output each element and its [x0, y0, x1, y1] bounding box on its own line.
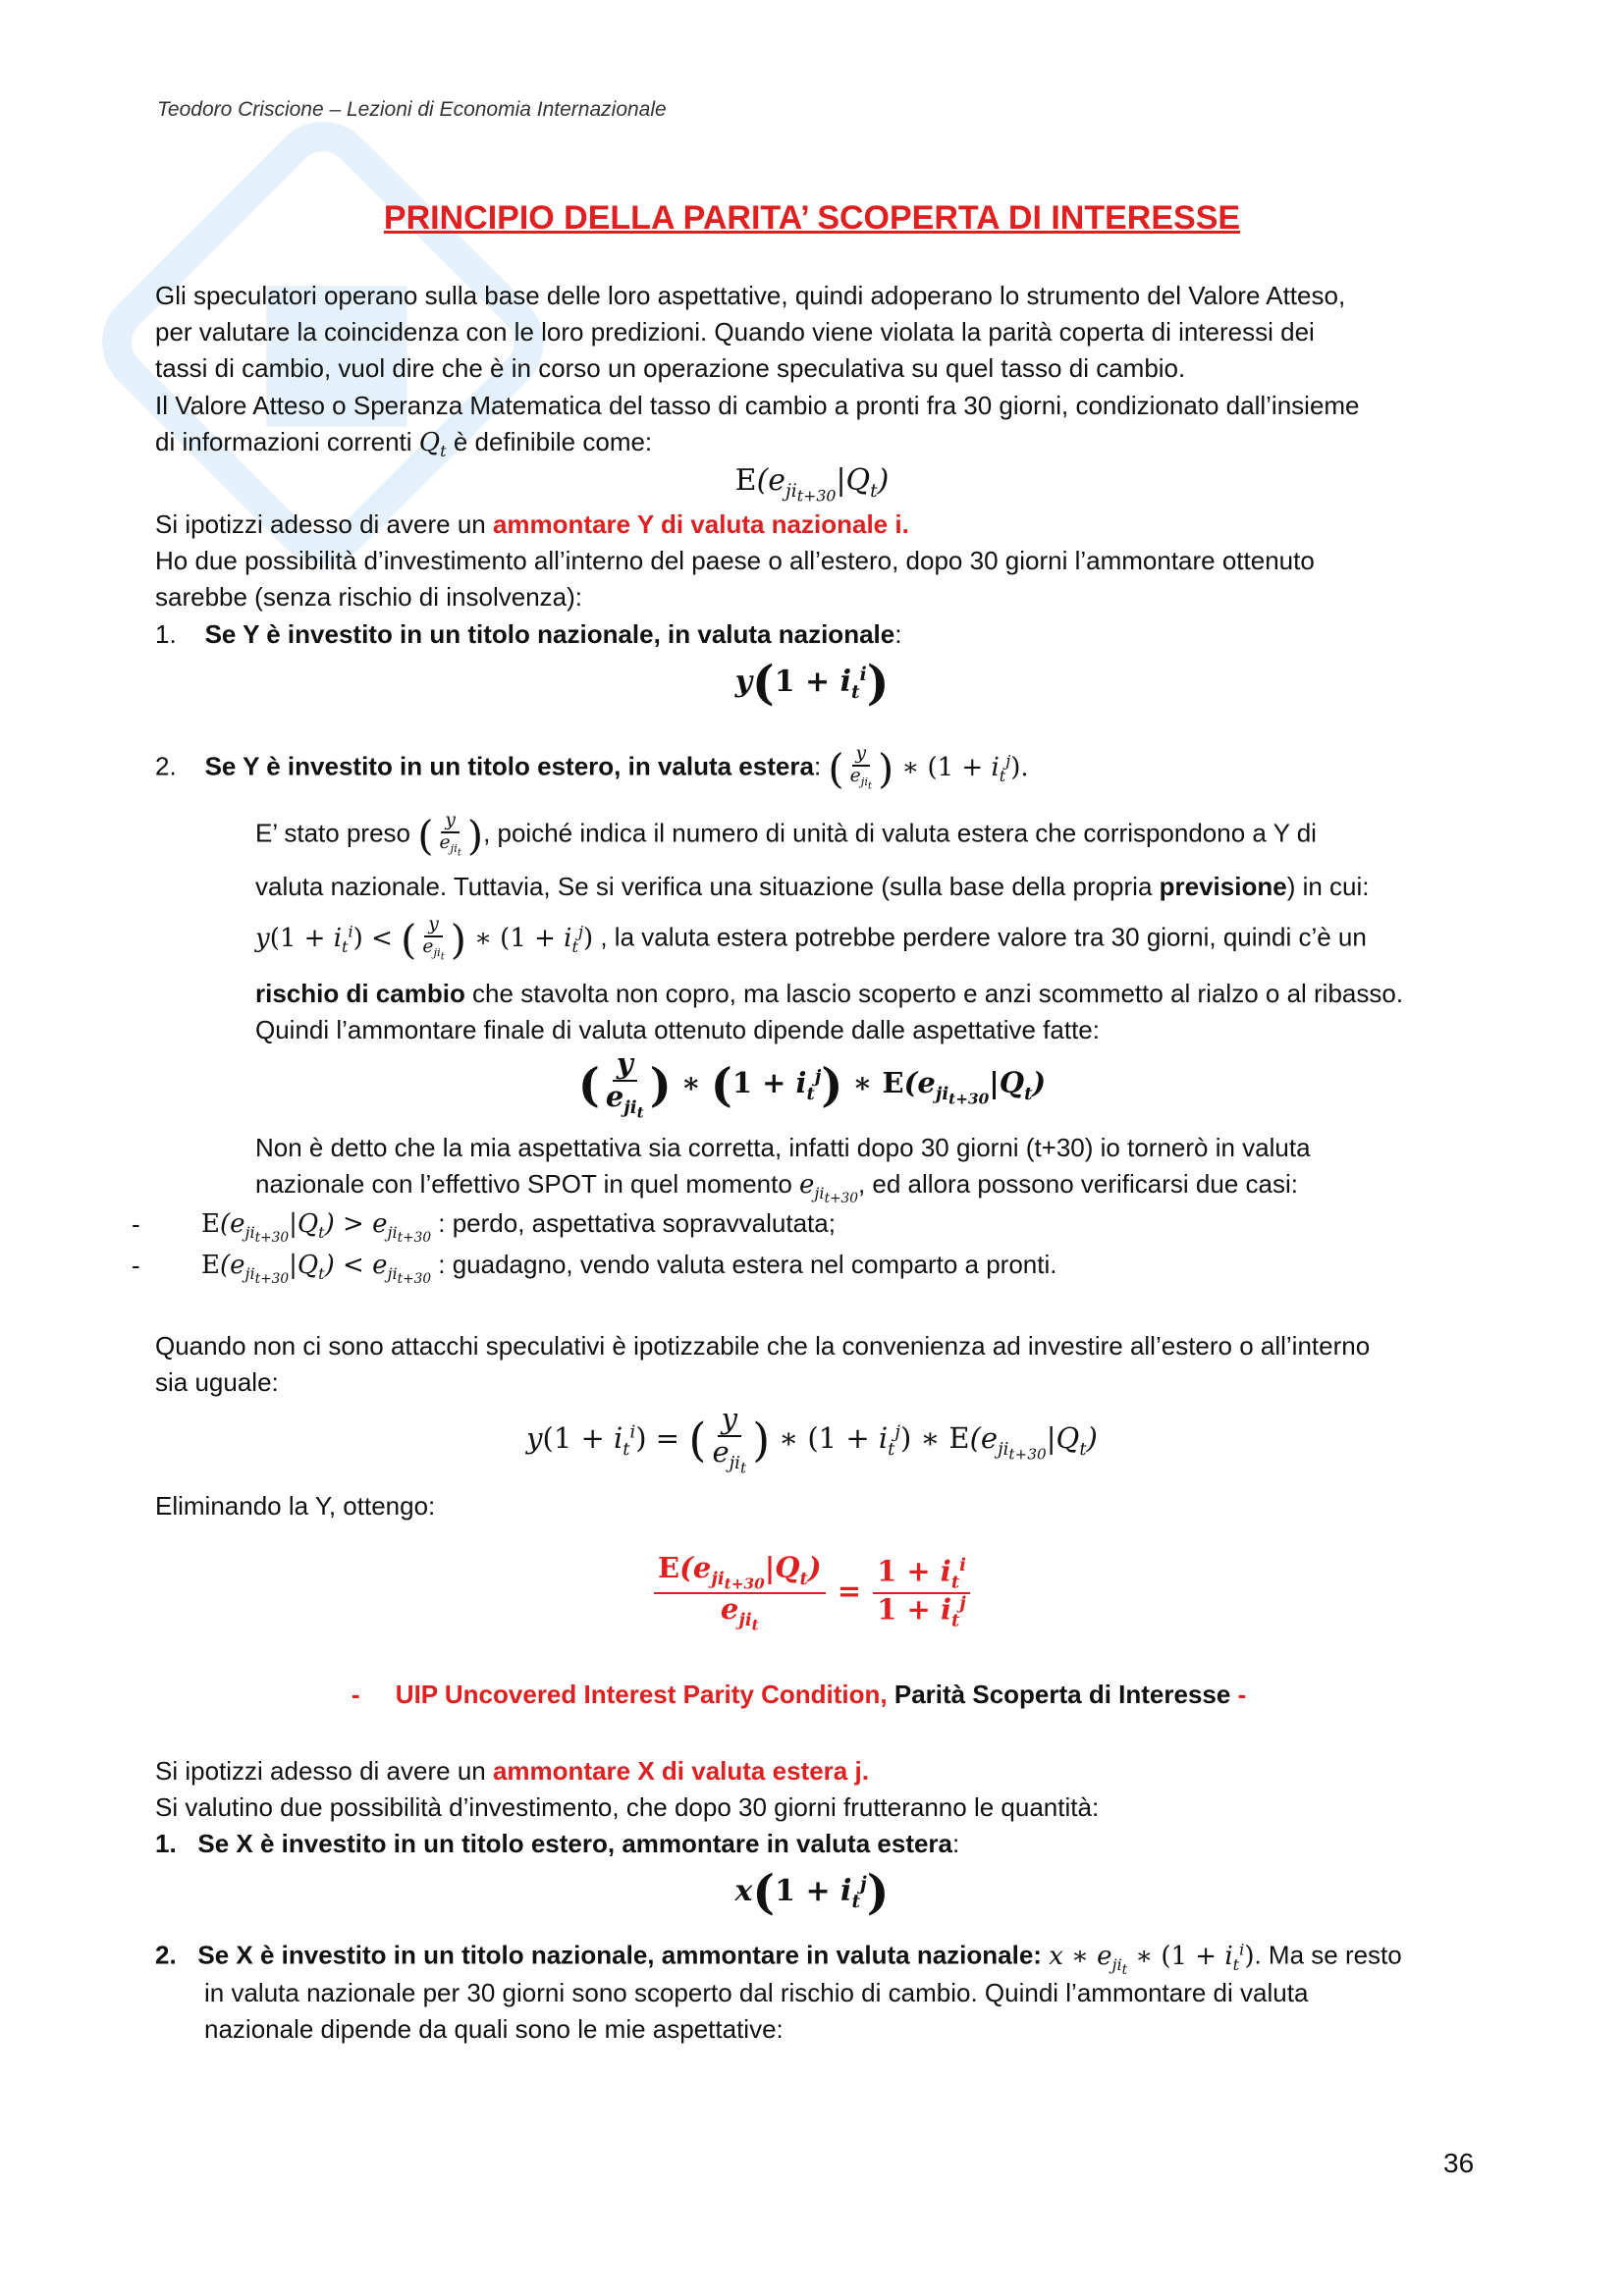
para1-line4: Il Valore Atteso o Speranza Matematica del tasso di cambio a pronti fra 30 giorni, condizionato dall’insieme	[155, 391, 1360, 420]
page-number: 36	[1443, 2148, 1475, 2178]
eliminating-y: Eliminando la Y, ottengo:	[155, 1491, 436, 1521]
indent-line2: valuta nazionale. Tuttavia, Se si verifica una situazione (sulla base della propria previsione) in cui:	[255, 872, 1370, 901]
x-indent-line2: nazionale dipende da quali sono le mie aspettative:	[204, 2014, 784, 2044]
indent-line3: $y(1 + i_t^i)$ < ( $\frac{y}{e_{ji_t}}$ ) ∗ $(1 + i_t^j)$ , la valuta estera potrebbe perdere valore tra 30 giorni, quindi c’è un	[255, 913, 1367, 964]
para1-line3: tassi di cambio, vuol dire che è in corso un operazione speculativa su quel tasso di cambio.	[155, 353, 1186, 383]
case2-dash: -	[132, 1251, 140, 1280]
uip-caption: - UIP Uncovered Interest Parity Condition, Parità Scoperta di Interesse -	[352, 1680, 1247, 1709]
formula-expected-final-amount: ( $\frac{y}{e_{ji_t}}$ ) ∗ $(1 + i_t^j)$ ∗ $E(e_{ji_{t+30}}|Q_t)$	[577, 1046, 1047, 1122]
list-item-2: 2. Se Y è investito in un titolo estero, in valuta estera: ( $\frac{y}{e_{ji_t}}$ ) ∗ $(1 + i_t^j)$.	[155, 742, 1029, 793]
x-list-item-1: 1. Se X è investito in un titolo estero, ammontare in valuta estera:	[155, 1829, 960, 1858]
case-gain: $E(e_{ji_{t+30}}|Q_t) < e_{ji_{t+30}}$ : guadagno, vendo valuta estera nel comparto a pronti.	[201, 1250, 1057, 1288]
sentence-no-risk: sarebbe (senza rischio di insolvenza):	[155, 582, 582, 612]
formula-national-return: $y(1 + i_t^i)$	[734, 656, 890, 711]
formula-parity-equality: $y(1 + i_t^i)$ = ( $\frac{y}{e_{ji_t}}$ ) ∗ $(1 + i_t^j)$ ∗ $E(e_{ji_{t+30}}|Q_t)$	[526, 1402, 1098, 1477]
indent-line7: nazionale con l’effettivo SPOT in quel momento $e_{ji_{t+30}}$, ed allora possono verificarsi due casi:	[255, 1169, 1298, 1207]
sentence-two-options: Ho due possibilità d’investimento all’interno del paese o all’estero, dopo 30 giorni l’ammontare ottenuto	[155, 546, 1315, 575]
x-indent-line1: in valuta nazionale per 30 giorni sono scoperto dal rischio di cambio. Quindi l’ammontare di valuta	[204, 1978, 1309, 2007]
sentence-two-options-x: Si valutino due possibilità d’investimento, che dopo 30 giorni frutteranno le quantità:	[155, 1792, 1100, 1822]
expected-value-formula: $E(e_{ji_{t+30}}|Q_t)$	[734, 463, 890, 506]
uip-formula: $\frac{E(e_{ji_{t+30}}|Q_t)}{e_{ji_t}}$ = $\frac{1 + i_t^i}{1 + i_t^j}$	[0, 1553, 1624, 1633]
case-overvalued: $E(e_{ji_{t+30}}|Q_t) > e_{ji_{t+30}}$ : perdo, aspettativa sopravvalutata;	[201, 1208, 836, 1247]
x-list-item-2: 2. Se X è investito in un titolo nazionale, ammontare in valuta nazionale: x ∗ $e_{ji_t}$ ∗ $(1 + i_t^i)$. Ma se resto	[155, 1940, 1402, 1979]
case1-dash: -	[132, 1209, 140, 1239]
page-title: PRINCIPIO DELLA PARITA’ SCOPERTA DI INTERESSE	[383, 199, 1241, 237]
para1-line1: Gli speculatori operano sulla base delle loro aspettative, quindi adoperano lo strumento del Valore Atteso,	[155, 281, 1346, 310]
para1-line2: per valutare la coincidenza con le loro predizioni. Quando viene violata la parità coperta di interessi dei	[155, 317, 1315, 347]
para2-line1: Quando non ci sono attacchi speculativi è ipotizzabile che la convenienza ad investire all’estero o all’interno	[155, 1331, 1371, 1361]
running-header: Teodoro Criscione – Lezioni di Economia Internazionale	[157, 98, 667, 121]
indent-line4: rischio di cambio che stavolta non copro, ma lascio scoperto e anzi scommetto al rialzo o al ribasso.	[255, 979, 1404, 1008]
list-item-1: 1. Se Y è investito in un titolo nazionale, in valuta nazionale:	[155, 619, 902, 649]
indent-line1: E’ stato preso ( $\frac{y}{e_{ji_t}}$ ), poiché indica il numero di unità di valuta estera che corrispondono a Y di	[255, 810, 1317, 860]
para1-line5: di informazioni correnti $Q_t$ è definibile come:	[155, 427, 653, 461]
sentence-amount-y: Si ipotizzi adesso di avere un ammontare Y di valuta nazionale i.	[155, 509, 909, 539]
indent-line5: Quindi l’ammontare finale di valuta ottenuto dipende dalle aspettative fatte:	[255, 1015, 1100, 1044]
sentence-amount-x: Si ipotizzi adesso di avere un ammontare X di valuta estera j.	[155, 1756, 869, 1786]
para2-line2: sia uguale:	[155, 1367, 279, 1397]
formula-foreign-return: $x(1 + i_t^j)$	[734, 1865, 890, 1920]
indent-line6: Non è detto che la mia aspettativa sia corretta, infatti dopo 30 giorni (t+30) io tornerò in valuta	[255, 1133, 1311, 1162]
